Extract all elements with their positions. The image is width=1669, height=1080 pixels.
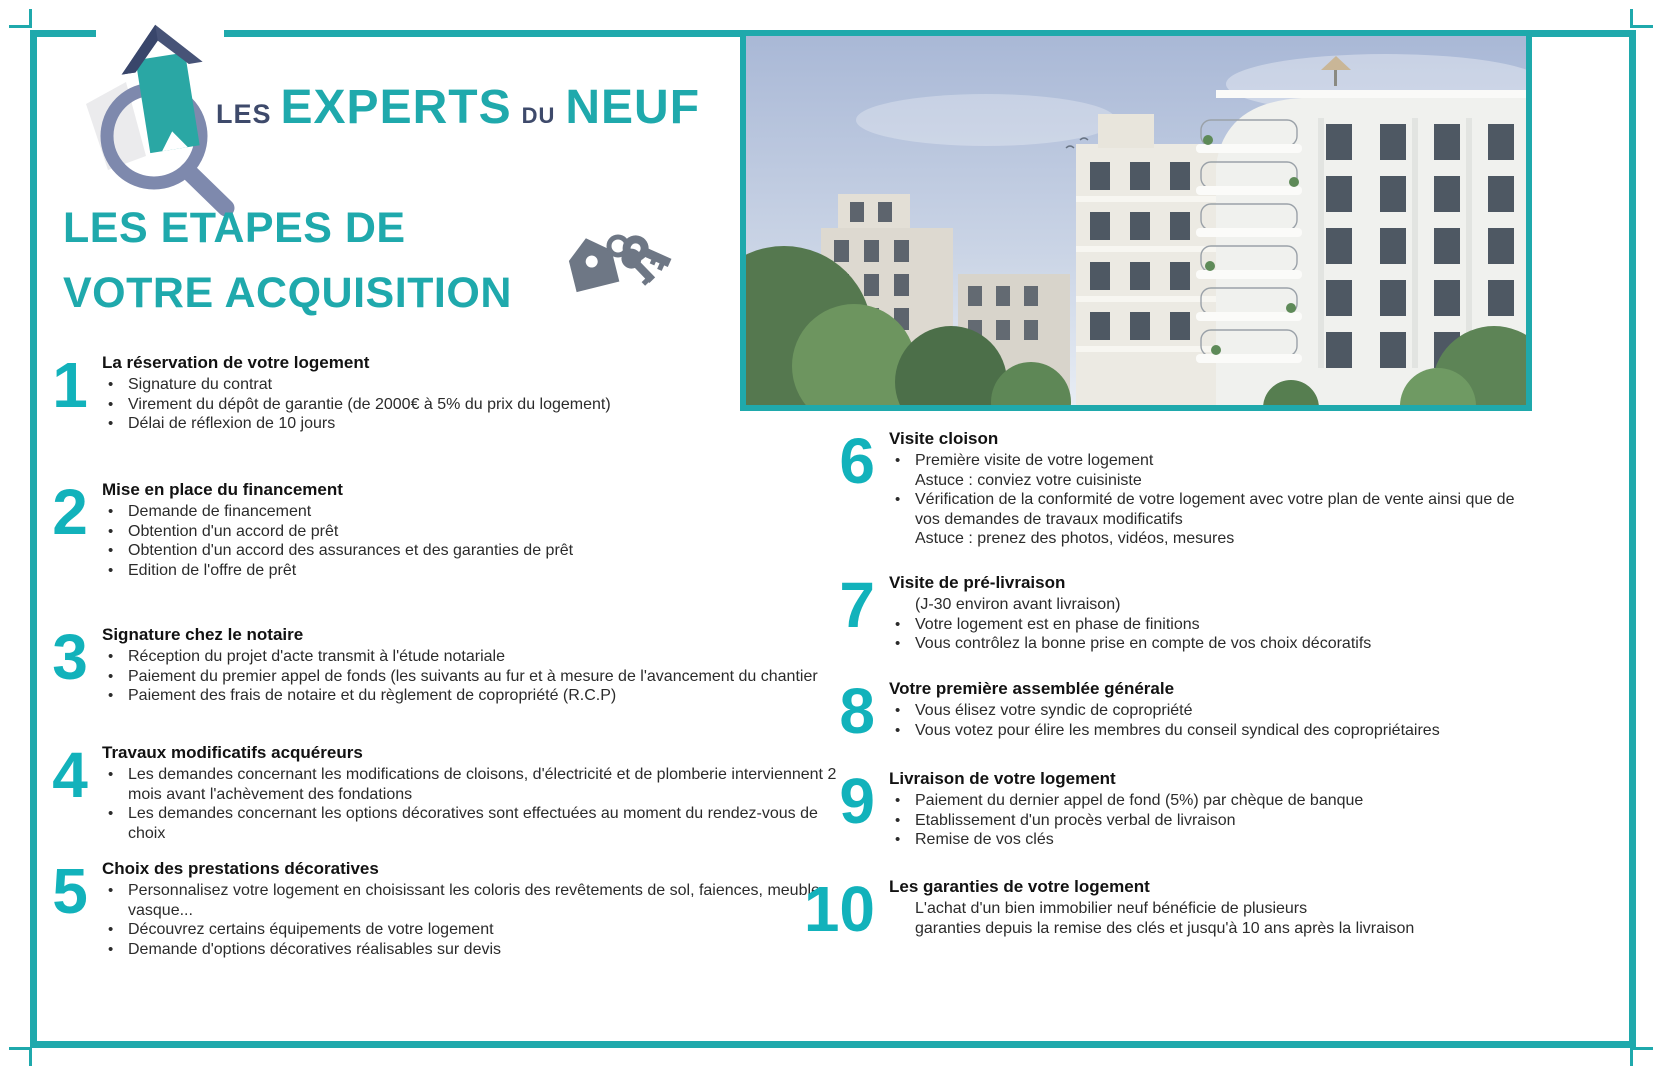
corner-bracket-top-right	[1630, 9, 1653, 28]
step-heading: Visite cloison	[889, 429, 999, 448]
line-text: Obtention d'un accord de prêt	[128, 522, 339, 540]
step-number: 4	[52, 739, 88, 811]
line-text: Paiement des frais de notaire et du règlement de copropriété (R.C.P)	[128, 687, 617, 704]
corner-bracket-top-left	[9, 9, 32, 28]
line-text: Délai de réflexion de 10 jours	[128, 415, 336, 432]
step-heading: Signature chez le notaire	[102, 625, 304, 644]
bullet-dot: •	[108, 940, 114, 958]
house-keys-icon	[556, 218, 676, 308]
brand-experts: EXPERTS	[280, 81, 512, 134]
brand-wordmark	[216, 80, 700, 135]
bullet-dot: •	[108, 667, 114, 685]
bullet-dot: •	[108, 542, 114, 559]
line-text: Astuce : prenez des photos, vidéos, mesures	[915, 530, 1235, 547]
bullet-dot: •	[895, 831, 901, 848]
brand-les: LES	[216, 99, 272, 129]
bullet-dot: •	[108, 561, 114, 579]
step-heading: La réservation de votre logement	[102, 353, 370, 372]
bullet-dot: •	[108, 415, 114, 432]
step-number: 9	[839, 765, 875, 837]
line-text: Paiement du premier appel de fonds (les suivants au fur et à mesure de l'avancement du chantier	[128, 667, 818, 685]
step-heading: Travaux modificatifs acquéreurs	[102, 743, 363, 762]
step-number: 8	[839, 675, 875, 747]
page-title-line1: LES ETAPES DE	[63, 204, 406, 252]
step-number: 1	[52, 349, 88, 421]
step-heading: Les garanties de votre logement	[889, 877, 1150, 896]
step-heading: Mise en place du financement	[102, 480, 343, 499]
step-heading: Choix des prestations décoratives	[102, 859, 379, 878]
step-number: 3	[52, 621, 88, 693]
line-text: L'achat d'un bien immobilier neuf bénéficie de plusieurs	[915, 900, 1308, 917]
page-title	[63, 196, 512, 326]
line-text: Demande de financement	[128, 503, 312, 520]
line-text: (J-30 environ avant livraison)	[915, 596, 1121, 613]
line-text: Personnalisez votre logement en choisissant les coloris des revêtements de sol, faiences, meuble vasque...	[128, 882, 820, 919]
step-number: 10	[803, 873, 875, 945]
line-text: Vous votez pour élire les membres du conseil syndical des copropriétaires	[915, 721, 1440, 739]
building-photo	[740, 30, 1532, 411]
line-text: garanties depuis la remise des clés et jusqu'à 10 ans après la livraison	[915, 919, 1415, 937]
page-title-line2: VOTRE ACQUISITION	[63, 269, 512, 317]
bullet-dot: •	[895, 491, 901, 508]
bullet-dot: •	[108, 882, 114, 899]
line-text: Demande d'options décoratives réalisables sur devis	[128, 940, 502, 958]
step-heading: Livraison de votre logement	[889, 769, 1116, 788]
bullet-dot: •	[108, 376, 114, 393]
line-text: Découvrez certains équipements de votre logement	[128, 921, 494, 938]
bullet-dot: •	[108, 503, 114, 520]
brand-neuf: NEUF	[565, 81, 701, 134]
brand-du: DU	[521, 103, 556, 128]
line-text: Vérification de la conformité de votre logement avec votre plan de vente ainsi que de vos demandes de travaux modificatifs	[915, 491, 1515, 528]
bullet-dot: •	[108, 522, 114, 540]
line-text: Paiement du dernier appel de fond (5%) par chèque de banque	[915, 792, 1364, 809]
line-text: Première visite de votre logement	[915, 452, 1154, 469]
line-text: Virement du dépôt de garantie (de 2000€ à 5% du prix du logement)	[128, 395, 611, 413]
line-text: Astuce : conviez votre cuisiniste	[915, 471, 1142, 489]
bullet-dot: •	[108, 395, 114, 413]
bullet-dot: •	[108, 805, 114, 822]
bullet-dot: •	[108, 648, 114, 665]
bullet-dot: •	[895, 702, 901, 719]
step-number: 5	[52, 855, 88, 927]
bullet-dot: •	[895, 792, 901, 809]
line-text: Signature du contrat	[128, 376, 273, 393]
step-number: 6	[839, 425, 875, 497]
bullet-dot: •	[108, 687, 114, 704]
line-text: Réception du projet d'acte transmit à l'étude notariale	[128, 648, 505, 665]
line-text: Votre logement est en phase de finitions	[915, 615, 1200, 633]
line-text: Remise de vos clés	[915, 831, 1054, 848]
line-text: Vous élisez votre syndic de copropriété	[915, 702, 1193, 719]
line-text: Edition de l'offre de prêt	[128, 561, 297, 579]
corner-bracket-bottom-left	[9, 1047, 32, 1066]
line-text: Vous contrôlez la bonne prise en compte de vos choix décoratifs	[915, 635, 1372, 652]
step-heading: Votre première assemblée générale	[889, 679, 1175, 698]
bullet-dot: •	[895, 721, 901, 739]
line-text: Les demandes concernant les options décoratives sont effectuées au moment du rendez-vous de choix	[128, 805, 818, 842]
line-text: Obtention d'un accord des assurances et des garanties de prêt	[128, 542, 574, 559]
step-number: 7	[839, 569, 875, 641]
corner-bracket-bottom-right	[1630, 1047, 1653, 1066]
line-text: Les demandes concernant les modifications de cloisons, d'électricité et de plomberie interviennent 2 mois avant l'achèvement des fondations	[128, 766, 837, 803]
bullet-dot: •	[895, 635, 901, 652]
bullet-dot: •	[895, 615, 901, 633]
bullet-dot: •	[108, 921, 114, 938]
bullet-dot: •	[108, 766, 114, 783]
step-heading: Visite de pré-livraison	[889, 573, 1066, 592]
line-text: Etablissement d'un procès verbal de livraison	[915, 811, 1236, 829]
bullet-dot: •	[895, 452, 901, 469]
bullet-dot: •	[895, 811, 901, 829]
step-number: 2	[52, 476, 88, 548]
